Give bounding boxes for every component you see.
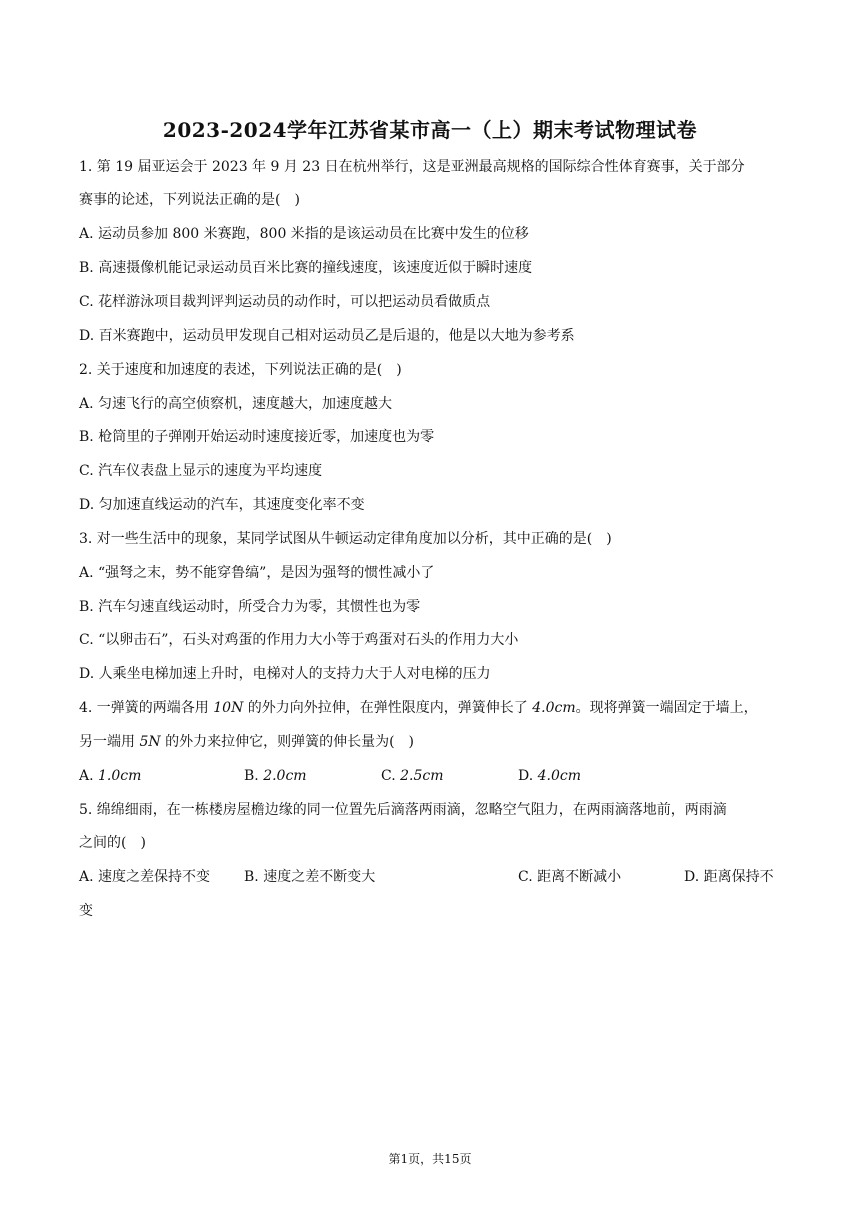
- q4-stem-part-a: 4. 一弹簧的两端各用: [79, 700, 214, 716]
- page-footer: 第1页，共15页: [388, 1152, 472, 1166]
- q5-option-d: D. 距离保持不: [684, 869, 774, 885]
- q4-stem-line1: [79, 699, 758, 717]
- q1-option-b: B. 高速摄像机能记录运动员百米比赛的撞线速度，该速度近似于瞬时速度: [79, 260, 533, 276]
- q4-option-c: [381, 767, 444, 785]
- q3-option-a: A. “强弩之末，势不能穿鲁缟”，是因为强弩的惯性减小了: [79, 565, 435, 581]
- q1-option-c: C. 花样游泳项目裁判评判运动员的动作时，可以把运动员看做质点: [79, 294, 491, 310]
- q4-option-d: [518, 767, 581, 785]
- q4-option-d-value: 4.0cm: [537, 768, 582, 784]
- page-title: 2023-2024学年江苏省某市高一（上）期末考试物理试卷: [162, 118, 698, 142]
- q1-option-d: D. 百米赛跑中，运动员甲发现自己相对运动员乙是后退的，他是以大地为参考系: [79, 328, 575, 344]
- q4-option-b-label: B.: [244, 768, 264, 784]
- q4-force-1: 10N: [213, 700, 244, 716]
- q4-stem-part-b: 的外力向外拉伸，在弹性限度内，弹簧伸长了: [243, 700, 533, 716]
- q5-stem-line1: 5. 绵绵细雨，在一栋楼房屋檐边缘的同一位置先后滴落两雨滴，忽略空气阻力，在两雨滴落地前，两雨滴: [79, 802, 727, 818]
- q4-option-a: [79, 767, 141, 785]
- q4-stem-line2-part-a: 另一端用: [79, 734, 140, 750]
- q3-option-b: B. 汽车匀速直线运动时，所受合力为零，其惯性也为零: [79, 599, 421, 615]
- q2-option-b: B. 枪筒里的子弹刚开始运动时速度接近零，加速度也为零: [79, 429, 435, 445]
- q2-option-c: C. 汽车仪表盘上显示的速度为平均速度: [79, 463, 323, 479]
- q5-option-c: C. 距离不断减小: [518, 869, 622, 885]
- q4-option-b-value: 2.0cm: [263, 768, 307, 784]
- q3-option-d: D. 人乘坐电梯加速上升时，电梯对人的支持力大于人对电梯的压力: [79, 666, 491, 682]
- q4-force-2: 5N: [139, 734, 161, 750]
- q5-option-b: B. 速度之差不断变大: [244, 869, 376, 885]
- q4-option-a-value: 1.0cm: [98, 768, 142, 784]
- q4-option-b: [244, 767, 307, 785]
- q1-stem-line2: 赛事的论述，下列说法正确的是( ): [79, 192, 300, 208]
- q4-option-d-label: D.: [518, 768, 538, 784]
- q4-option-c-value: 2.5cm: [400, 768, 444, 784]
- q5-stem-line2: 之间的( ): [79, 835, 146, 851]
- q2-option-d: D. 匀加速直线运动的汽车，其速度变化率不变: [79, 497, 365, 513]
- q2-option-a: A. 匀速飞行的高空侦察机，速度越大，加速度越大: [79, 396, 393, 412]
- q3-option-c: C. “以卵击石”，石头对鸡蛋的作用力大小等于鸡蛋对石头的作用力大小: [79, 632, 519, 648]
- q3-stem: 3. 对一些生活中的现象，某同学试图从牛顿运动定律角度加以分析，其中正确的是( ): [79, 531, 612, 547]
- q1-option-a: A. 运动员参加 800 米赛跑，800 米指的是该运动员在比赛中发生的位移: [79, 226, 529, 242]
- q4-option-a-label: A.: [79, 768, 99, 784]
- q1-stem-line1: 1. 第 19 届亚运会于 2023 年 9 月 23 日在杭州举行，这是亚洲最高规格的国际综合性体育赛事，关于部分: [79, 159, 745, 175]
- q4-length-1: 4.0cm: [532, 700, 576, 716]
- q4-stem-line2-part-b: 的外力来拉伸它，则弹簧的伸长量为( ): [160, 734, 414, 750]
- q4-stem-line2: [79, 733, 414, 751]
- q2-stem: 2. 关于速度和加速度的表述，下列说法正确的是( ): [79, 362, 402, 378]
- q5-option-a: A. 速度之差保持不变: [79, 869, 211, 885]
- q4-option-c-label: C.: [381, 768, 401, 784]
- q5-option-d-wrap: 变: [79, 903, 93, 919]
- q4-stem-part-c: 。现将弹簧一端固定于墙上，: [575, 700, 758, 716]
